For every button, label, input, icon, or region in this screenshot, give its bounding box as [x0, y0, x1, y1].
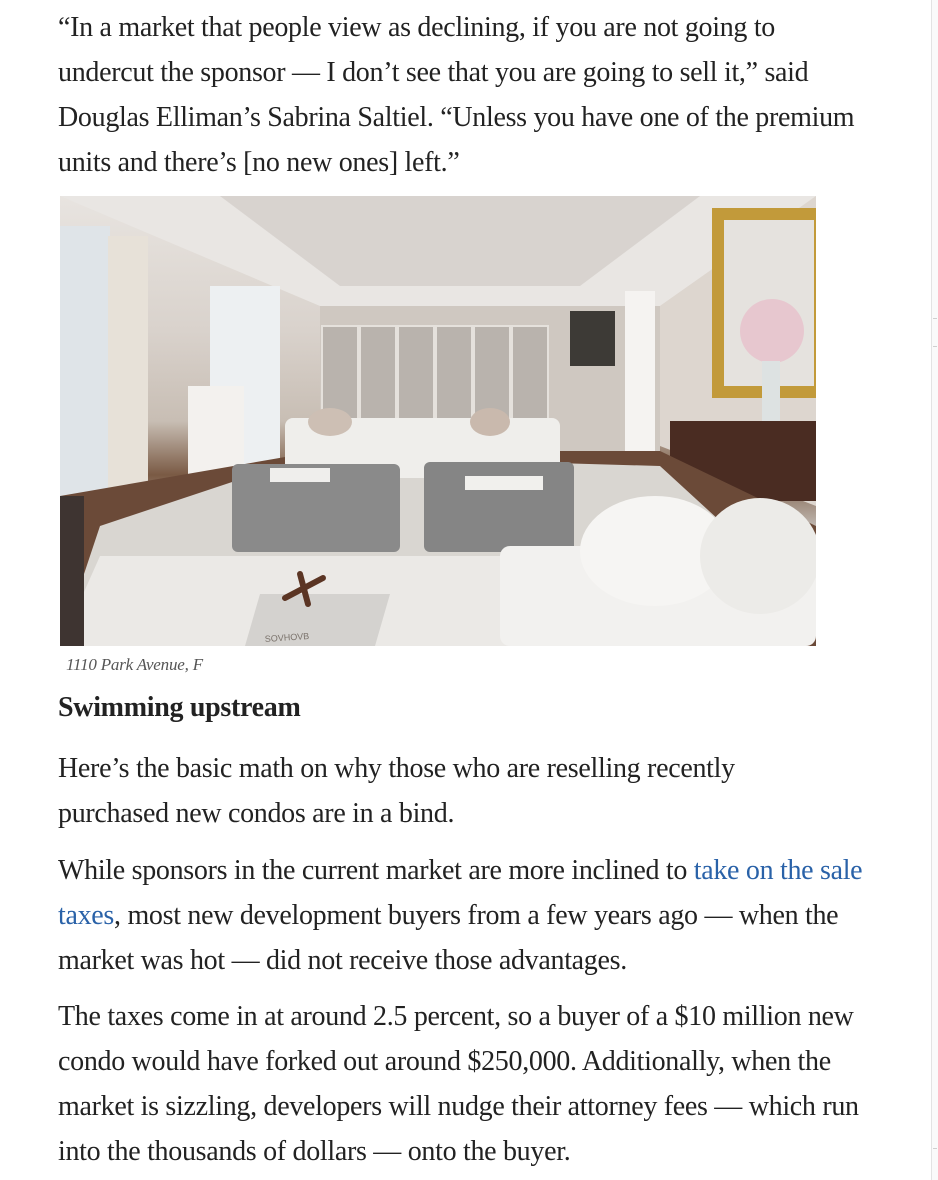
scrollbar[interactable]: [931, 0, 938, 1180]
scroll-tick: [933, 318, 937, 319]
paragraph-math: Here’s the basic math on why those who are reselling recently purchased new condos are in a bind.: [58, 753, 735, 829]
flower-arrangement: [740, 299, 804, 363]
paragraph-sponsors-text-end: , most new development buyers from a few years ago — when the market was hot — did not receive those advantages.: [58, 900, 839, 976]
article-photo: [60, 196, 816, 646]
image-caption: 1110 Park Avenue, F: [66, 655, 203, 674]
living-room-photo: [60, 196, 816, 646]
scroll-tick: [933, 1148, 937, 1149]
paragraph-taxes: The taxes come in at around 2.5 percent, so a buyer of a $10 million new condo would have forked out around $250,000. Additionally, when the market is sizzling, developers will nudge their attorney fees — which run into the thousands of dollars — onto the buyer.: [58, 1001, 859, 1167]
quote-paragraph: “In a market that people view as declining, if you are not going to undercut the sponsor — I don’t see that you are going to sell it,” said Douglas Elliman’s Sabrina Saltiel. “Unless you have one of the premium units and there’s [no new ones] left.”: [58, 12, 855, 178]
sale-taxes-link[interactable]: take on the sale taxes: [58, 855, 863, 931]
paragraph-sponsors: [58, 848, 878, 983]
window-left: [60, 226, 110, 496]
ottoman-right: [424, 462, 574, 552]
book-spine-text: SOVHOVB: [264, 630, 310, 644]
paragraph-sponsors-text-start: While sponsors in the current market are more inclined to: [58, 855, 694, 886]
scroll-tick: [933, 346, 937, 347]
section-heading: Swimming upstream: [58, 692, 301, 723]
